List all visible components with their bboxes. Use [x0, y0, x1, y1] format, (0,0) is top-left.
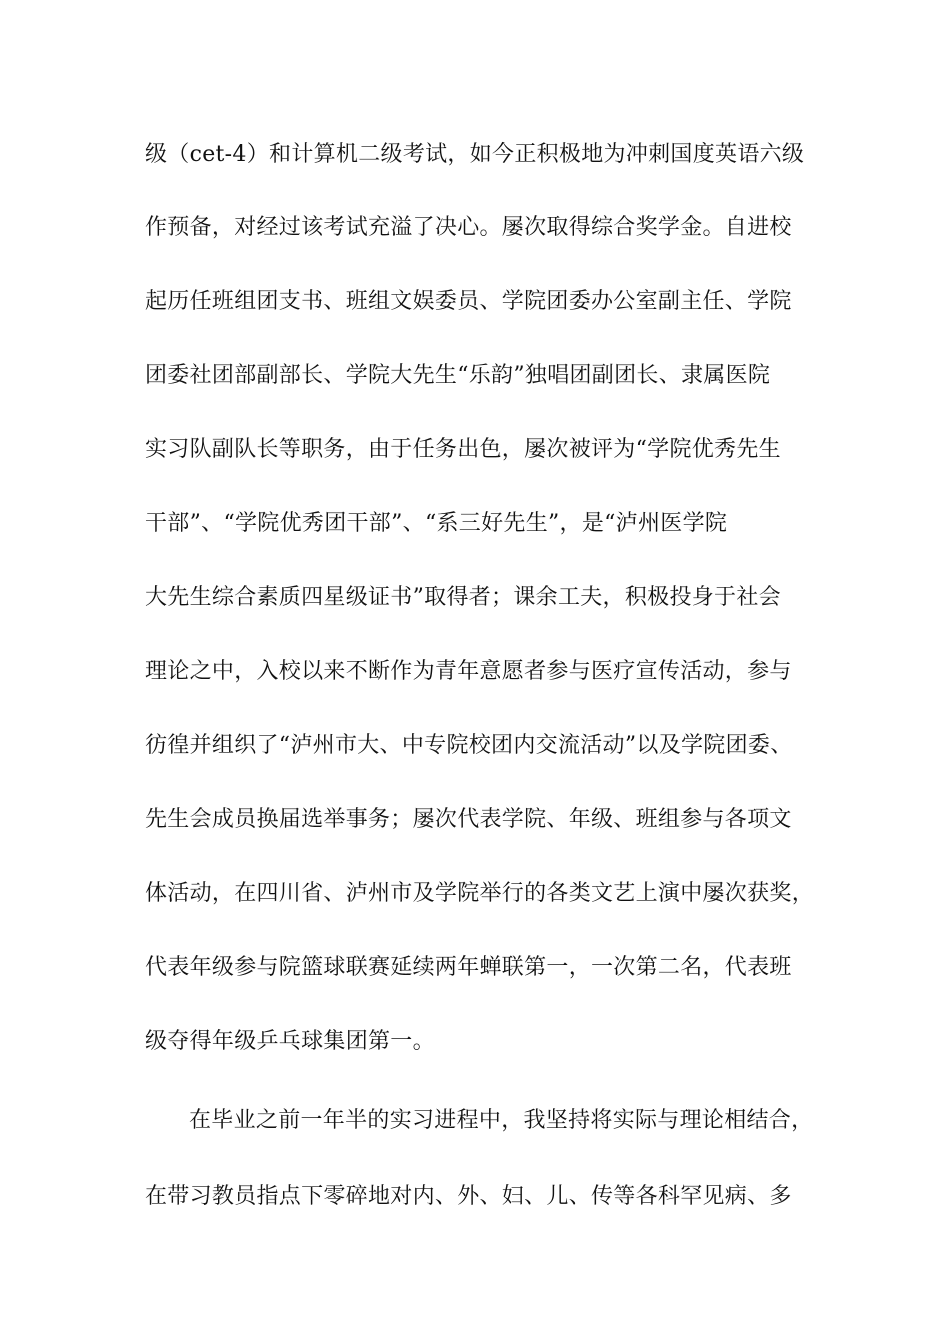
paragraph-2-line-2: 在带习教员指点下零碎地对内、外、妇、儿、传等各科罕见病、多: [145, 1184, 792, 1209]
paragraph-1-line-7: 大先生综合素质四星级证书”取得者；课余工夫，积极投身于社会: [145, 585, 781, 610]
paragraph-1-line-13: 级夺得年级乒乓球集团第一。: [145, 1029, 435, 1054]
paragraph-1-line-9: 彷徨并组织了“泸州市大、中专院校团内交流活动”以及学院团委、: [145, 733, 793, 758]
paragraph-1-line-2: 作预备，对经过该考试充溢了决心。屡次取得综合奖学金。自进校: [145, 215, 792, 240]
paragraph-2-line-1: 在毕业之前一年半的实习进程中，我坚持将实际与理论相结合，: [189, 1108, 814, 1133]
paragraph-1-line-3: 起历任班组团支书、班组文娱委员、学院团委办公室副主任、学院: [145, 289, 792, 314]
paragraph-1-line-12: 代表年级参与院篮球联赛延续两年蝉联第一，一次第二名，代表班: [145, 955, 792, 980]
paragraph-1-line-1: 级（cet-4）和计算机二级考试，如今正积极地为冲刺国度英语六级: [145, 142, 805, 167]
paragraph-1-line-8: 理论之中，入校以来不断作为青年意愿者参与医疗宣传活动，参与: [145, 659, 792, 684]
paragraph-1-line-10: 先生会成员换届选举事务；屡次代表学院、年级、班组参与各项文: [145, 807, 792, 832]
paragraph-1-line-11: 体活动，在四川省、泸州市及学院举行的各类文艺上演中屡次获奖，: [145, 881, 815, 906]
paragraph-1-line-5: 实习队副队长等职务，由于任务出色，屡次被评为“学院优秀先生: [145, 437, 781, 462]
paragraph-1-line-6: 干部”、“学院优秀团干部”、“系三好先生”，是“泸州医学院: [145, 511, 728, 536]
paragraph-1-line-4: 团委社团部副部长、学院大先生“乐韵”独唱团副团长、隶属医院: [145, 363, 771, 388]
